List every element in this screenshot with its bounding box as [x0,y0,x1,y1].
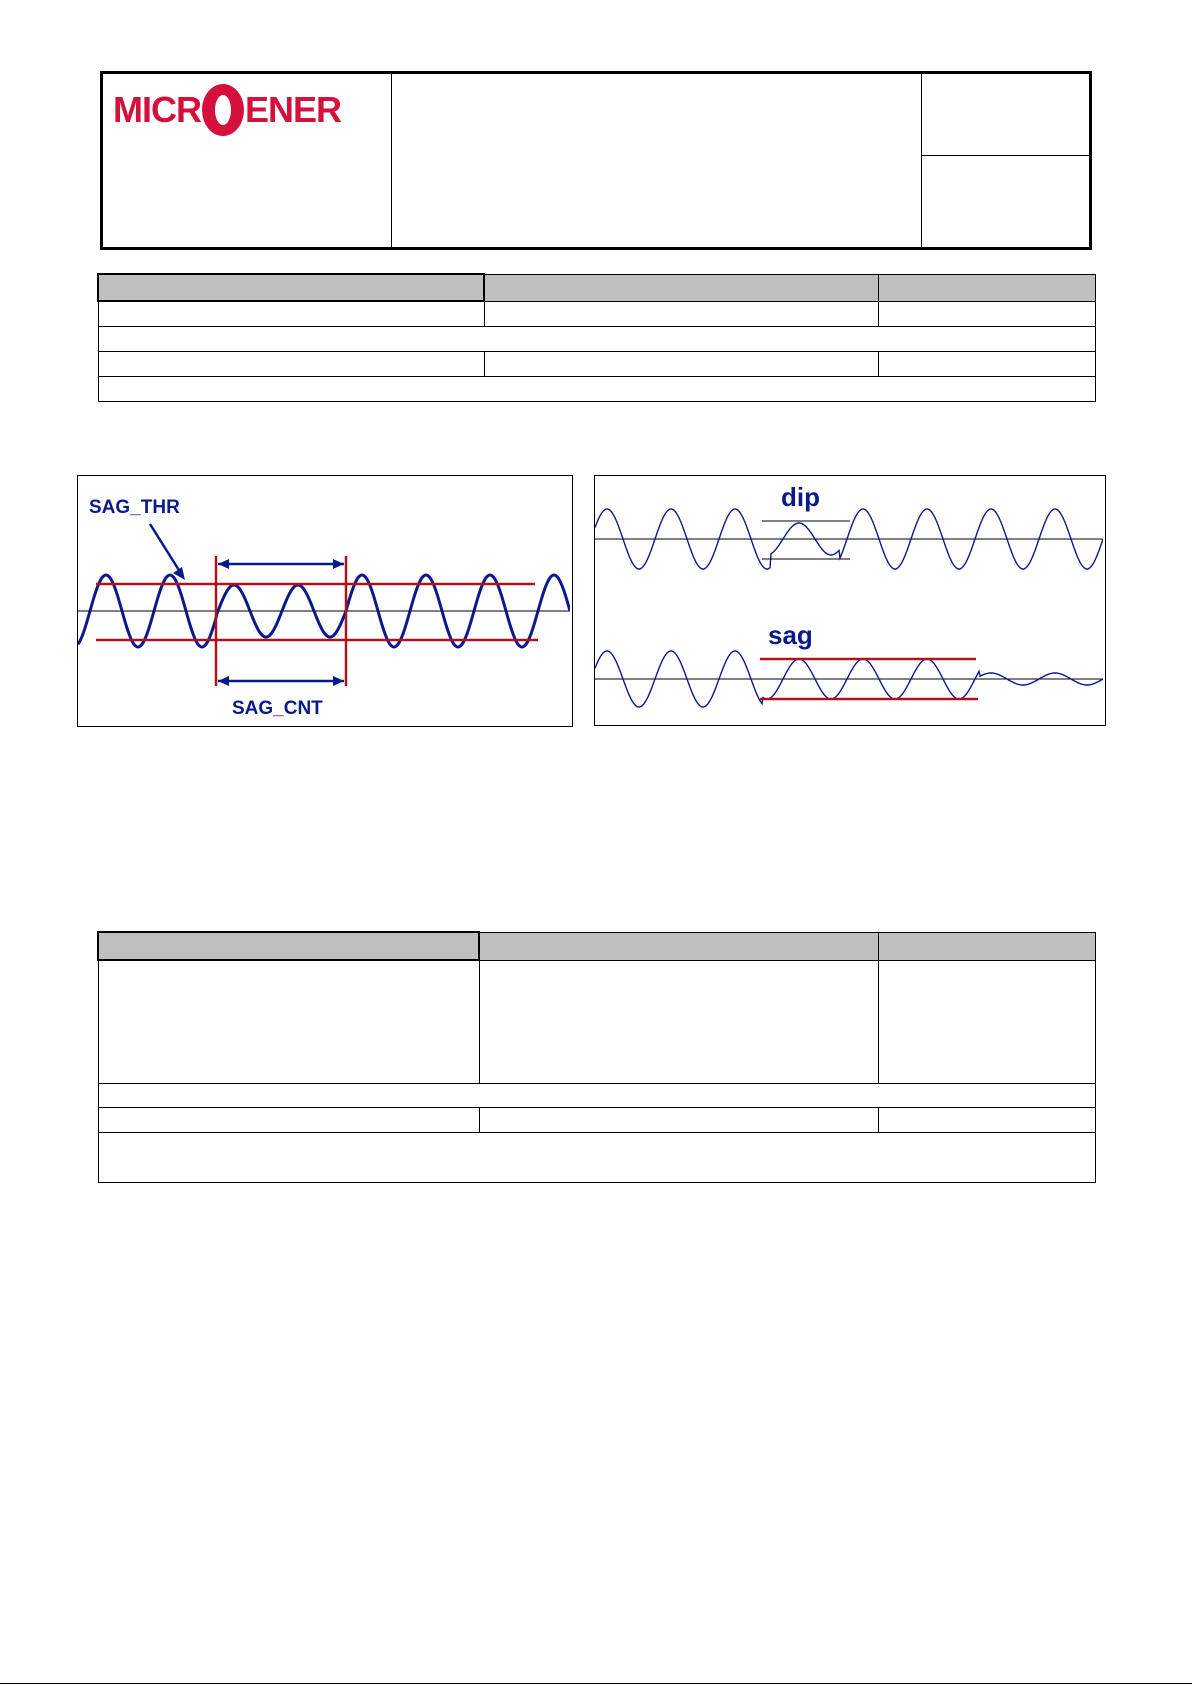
table-row [98,1107,1095,1132]
table-row [98,376,1095,401]
table-row [98,1132,1095,1182]
table-cell-wide [98,1083,1095,1107]
page-footer-rule [0,1683,1192,1684]
arrowhead [218,559,229,569]
table-cell-wide [98,326,1095,351]
logo-o-mark [202,84,244,136]
sag-threshold-figure [77,475,573,727]
table-cell [878,960,1095,1083]
parameter-table-2 [97,931,1096,1183]
table-header-cell [98,274,484,301]
title-cell [391,74,922,247]
table-cell [484,301,878,326]
sag-thr-label: SAG_THR [89,497,180,518]
logo-cell [103,74,392,247]
table-cell-wide [98,376,1095,401]
arrowhead [333,559,344,569]
sag-cnt-label: SAG_CNT [232,698,323,719]
table-cell [98,1107,479,1132]
logo-text-left: MICR [113,89,201,130]
table-row [98,326,1095,351]
table-header-cell [484,274,878,301]
table-header-cell [479,932,878,960]
table-cell [484,351,878,376]
threshold-pointer [150,524,182,575]
microener-logo [113,84,375,136]
sag-label: sag [768,620,813,650]
table-cell [98,960,479,1083]
dip-label: dip [781,482,820,512]
sag-threshold-diagram [78,476,570,724]
table-header-row [98,932,1095,960]
table-row [98,1083,1095,1107]
dip-sag-figure [594,475,1106,726]
logo-text-right: ENER [245,89,342,130]
dip-sag-diagram [595,476,1103,723]
table-cell [479,1107,878,1132]
table-header-cell [98,932,479,960]
table-cell [878,1107,1095,1132]
table-row [98,301,1095,326]
table-cell [878,301,1095,326]
page-number-cell [921,155,1089,247]
table-cell-wide [98,1132,1095,1182]
arrowhead [333,676,344,686]
table-row [98,960,1095,1083]
arrowhead [218,676,229,686]
table-header-row [98,274,1095,301]
table-cell [98,351,484,376]
table-header-cell [878,274,1095,301]
parameter-table-1 [97,273,1096,402]
doc-code-cell [921,74,1089,156]
table-cell [878,351,1095,376]
table-row [98,351,1095,376]
table-cell [479,960,878,1083]
table-cell [98,301,484,326]
table-header-cell [878,932,1095,960]
document-header [100,71,1092,250]
